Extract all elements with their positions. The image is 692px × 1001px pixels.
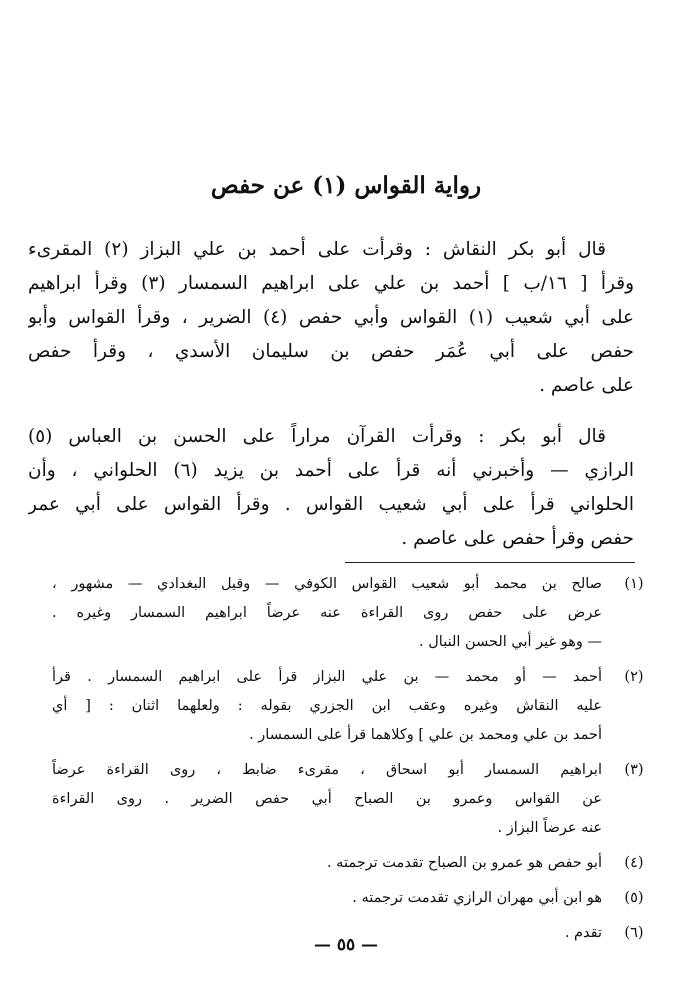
footnote-number: (٣) bbox=[624, 762, 644, 778]
footnote-separator bbox=[345, 562, 635, 563]
footnote-line: عرض على حفص روى القراءة عنه عرضاً ابراهيم السمسار وغيره . bbox=[52, 605, 602, 621]
footnote-line: صالح بن محمد أبو شعيب القواس الكوفي — وقيل البغدادي — مشهور ، bbox=[52, 576, 602, 592]
footnote-4 bbox=[52, 849, 652, 878]
footnote-line: عن القواس وعمرو بن الصباح أبي حفص الضرير . روى القراءة bbox=[52, 791, 602, 807]
footnote-5 bbox=[52, 884, 652, 913]
footnote-line: عليه النقاش وغيره وعقب ابن الجزري بقوله : ولعلهما اثنان : [ أي bbox=[52, 698, 602, 714]
footnote-line: هو ابن أبي مهران الرازي تقدمت ترجمته . bbox=[352, 890, 602, 906]
footnote-line: — وهو غير أبي الحسن النبال . bbox=[419, 634, 602, 650]
footnote-3 bbox=[52, 756, 652, 843]
footnote-number: (٥) bbox=[624, 890, 644, 906]
footnote-2 bbox=[52, 663, 652, 750]
footnote-1 bbox=[52, 570, 652, 657]
footnote-number: (١) bbox=[624, 576, 644, 592]
footnote-number: (٦) bbox=[624, 925, 644, 941]
footnote-line: أحمد — أو محمد — بن علي البزاز قرأ على ابراهيم السمسار . قرأ bbox=[52, 669, 602, 685]
text-line: الحلواني قرأ على أبي شعيب القواس . وقرأ القواس على أبي عمر bbox=[28, 494, 634, 515]
footnote-line: أحمد بن علي ومحمد بن علي ] وكلاهما قرأ على السمسار . bbox=[249, 727, 602, 743]
footnote-line: أبو حفص هو عمرو بن الصباح تقدمت ترجمته . bbox=[326, 855, 602, 871]
text-line: على عاصم . bbox=[539, 375, 634, 396]
footnotes bbox=[52, 570, 652, 954]
text-line: قال أبو بكر النقاش : وقرأت على أحمد بن علي البزاز (٢) المقرىء bbox=[28, 239, 606, 260]
text-line: على أبي شعيب (١) القواس وأبي حفص (٤) الضرير ، وقرأ القواس وأبو bbox=[28, 307, 634, 328]
page-title: رواية القواس (١) عن حفص bbox=[210, 172, 482, 199]
footnote-line: عنه عرضاً البزاز . bbox=[497, 820, 602, 836]
text-line: وقرأ [ ١٦/ب ] أحمد بن علي على ابراهيم السمسار (٣) وقرأ ابراهيم bbox=[28, 273, 634, 294]
footnote-line: تقدم . bbox=[564, 925, 602, 941]
footnote-number: (٤) bbox=[624, 855, 644, 871]
text-line: حفص وقرأ حفص على عاصم . bbox=[401, 528, 634, 549]
page-number: — ٥٥ — bbox=[313, 935, 379, 955]
text-line: قال أبو بكر : وقرأت القرآن مراراً على الحسن بن العباس (٥) bbox=[28, 426, 606, 447]
text-line: الرازي — وأخبرني أنه قرأ على أحمد بن يزيد (٦) الحلواني ، وأن bbox=[28, 460, 634, 481]
footnote-line: ابراهيم السمسار أبو اسحاق ، مقرىء ضابط ، روى القراءة عرضاً bbox=[52, 762, 602, 778]
text-line: حفص على أبي عُمَر حفص بن سليمان الأسدي ، وقرأ حفص bbox=[28, 341, 634, 362]
paragraph-1 bbox=[28, 233, 634, 403]
paragraph-2 bbox=[28, 420, 634, 556]
footnote-number: (٢) bbox=[624, 669, 644, 685]
